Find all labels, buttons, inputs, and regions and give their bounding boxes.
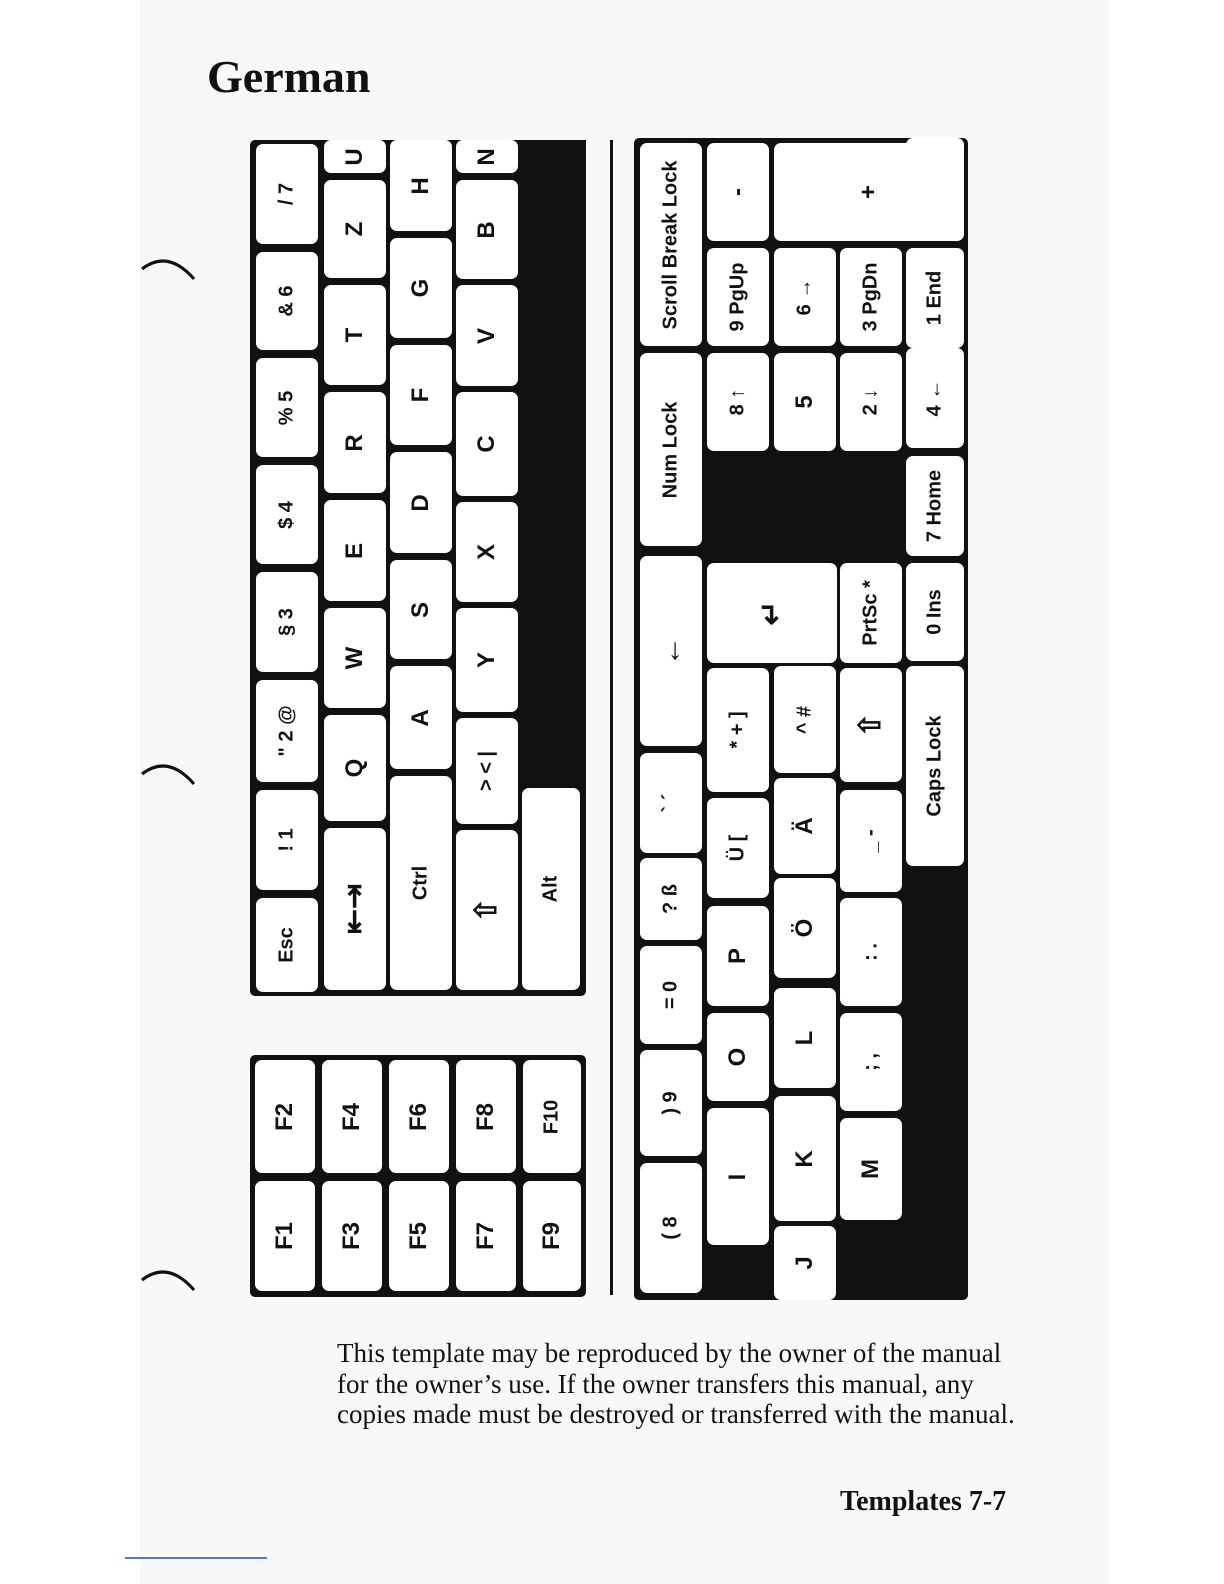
key-label: X: [473, 543, 501, 561]
key-num-6: [774, 248, 836, 346]
key-label: 1 End: [923, 270, 946, 326]
binder-hole-mark: [140, 760, 196, 788]
key-label: 6 →: [793, 278, 816, 316]
key-label: ! 1: [275, 828, 298, 852]
key-label: Ctrl: [409, 865, 432, 901]
key-f2: [255, 1060, 315, 1173]
key-label: ) 9: [659, 1091, 682, 1115]
key-label: Ä: [791, 817, 819, 835]
key-numlock: [640, 353, 702, 546]
key-m: [840, 1118, 902, 1220]
key-label: _ -: [859, 829, 882, 853]
key-label: N: [473, 147, 501, 166]
key-t: [324, 285, 386, 385]
key-label: A: [407, 708, 435, 727]
key-label: Alt: [539, 875, 562, 903]
key-label: Scroll Break Lock: [659, 160, 682, 329]
key-label: E: [341, 542, 369, 559]
key-8: [640, 1163, 702, 1293]
key-caps: [906, 666, 964, 866]
key-x: [456, 502, 518, 602]
key-a: [390, 666, 452, 769]
key-0: [640, 946, 702, 1044]
key-num-plus: [774, 143, 964, 241]
function-key-template: [250, 1055, 586, 1297]
key-r: [324, 392, 386, 493]
key-label: Num Lock: [659, 401, 682, 498]
key-label: R: [341, 433, 369, 452]
key-num-4: [906, 348, 964, 448]
binder-hole-mark: [140, 255, 196, 283]
key-label: S: [407, 601, 435, 618]
key-prtsc: [840, 563, 902, 663]
key-label: H: [407, 176, 435, 195]
key-label: I: [724, 1173, 752, 1180]
key-label: ⇧: [853, 712, 887, 738]
key-ue: [707, 798, 769, 898]
key-label: & 6: [275, 285, 298, 317]
key-label: V: [473, 327, 501, 344]
key-shift-right: [840, 668, 902, 782]
key-f9: [523, 1181, 581, 1291]
key-label: ↵: [754, 600, 788, 626]
key-d: [390, 452, 452, 553]
key-label: B: [473, 220, 501, 239]
key-label: 5: [791, 395, 819, 409]
key-label: : .: [859, 943, 882, 961]
key-num-1: [906, 248, 964, 348]
key-label: F8: [472, 1102, 500, 1131]
key-num-7: [906, 456, 964, 556]
key-period: [840, 898, 902, 1006]
key-label: +: [855, 184, 883, 200]
key-2: [256, 680, 318, 782]
key-label: -: [724, 188, 752, 196]
key-f6: [389, 1060, 449, 1173]
key-f1: [255, 1181, 315, 1291]
key-q: [324, 715, 386, 821]
key-k: [774, 1096, 836, 1221]
key-label: F5: [405, 1221, 433, 1251]
key-hash: [774, 666, 836, 773]
key-alt: [522, 788, 580, 990]
key-f3: [322, 1181, 382, 1291]
key-label: W: [341, 646, 369, 670]
key-f5: [389, 1181, 449, 1291]
key-label: 9 PgUp: [726, 262, 749, 332]
key-label: Q: [341, 758, 369, 778]
key-c: [456, 392, 518, 496]
key-num-5: [774, 353, 836, 451]
key-u: [324, 140, 386, 173]
key-label: ⇤⇥: [337, 883, 371, 935]
key-label: § 3: [275, 608, 298, 636]
key-label: M: [857, 1159, 885, 1179]
key-label: Esc: [275, 927, 298, 963]
key-label: ` ´: [659, 793, 682, 813]
key-tab: [324, 828, 386, 990]
key-label: F9: [538, 1221, 566, 1251]
key-label: L: [791, 1030, 819, 1046]
key-ae: [774, 778, 836, 874]
key-i: [707, 1108, 769, 1245]
key-g: [390, 238, 452, 338]
key-num-3: [840, 248, 902, 346]
key-label: F10: [540, 1099, 563, 1134]
key-backspace: [640, 556, 702, 746]
key-label: Y: [473, 651, 501, 669]
key-s: [390, 560, 452, 659]
key-label: * + ]: [726, 711, 749, 749]
key-label: U: [341, 147, 369, 166]
key-label: F6: [405, 1102, 433, 1131]
key-num-9: [707, 248, 769, 346]
reproduction-notice: This template may be reproduced by the owner of the manual for the owner’s use. If the owner transfers this manual, any copies made must be destroyed or transferred with the manual.: [337, 1338, 1015, 1429]
key-label: 4 ←: [923, 379, 946, 417]
key-label: ( 8: [659, 1216, 682, 1240]
key-w: [324, 608, 386, 708]
key-o: [707, 1013, 769, 1101]
key-e: [324, 500, 386, 601]
key-label: F2: [271, 1102, 299, 1131]
key-label: $ 4: [275, 500, 298, 529]
key-label: " 2 @: [275, 705, 298, 757]
key-label: ⇧: [469, 897, 503, 923]
key-label: P: [724, 947, 752, 965]
key-label: F: [407, 387, 435, 403]
key-angle: [456, 718, 518, 824]
key-label: ^ #: [793, 705, 816, 734]
edge-underline: [125, 1557, 267, 1559]
key-label: ←: [653, 636, 687, 666]
key-minus: [840, 790, 902, 892]
key-label: C: [473, 435, 501, 453]
key-shift-left: [456, 830, 518, 990]
key-label: F1: [271, 1221, 299, 1251]
key-7: [256, 144, 318, 244]
key-ctrl: [390, 776, 452, 990]
key-enter: [707, 563, 837, 663]
key-num-minus: [707, 143, 769, 241]
page-title: German: [207, 51, 371, 102]
key-label: Z: [341, 221, 369, 237]
key-f10: [523, 1060, 581, 1173]
key-y: [456, 608, 518, 712]
key-label: ; ,: [859, 1053, 882, 1071]
key-label: 7 Home: [923, 469, 946, 543]
key-label: O: [724, 1047, 752, 1067]
binder-hole-mark: [140, 1266, 196, 1294]
key-num-2: [840, 353, 902, 451]
key-3: [256, 572, 318, 672]
key-4: [256, 465, 318, 564]
key-plus: [707, 668, 769, 792]
key-n: [456, 140, 518, 173]
key-v: [456, 285, 518, 386]
key-label: Caps Lock: [923, 715, 946, 817]
key-f: [390, 345, 452, 445]
key-accent: [640, 753, 702, 853]
key-label: Ü [: [726, 834, 749, 862]
key-label: K: [791, 1149, 819, 1168]
key-label: Ö: [791, 918, 819, 938]
key-esc: [256, 898, 318, 992]
key-label: F4: [338, 1102, 366, 1131]
key-l: [774, 988, 836, 1088]
right-key-template: [634, 138, 968, 1300]
key-oe: [774, 878, 836, 978]
page-footer: Templates 7-7: [840, 1486, 1007, 1517]
key-label: % 5: [275, 390, 298, 425]
key-label: T: [341, 327, 369, 343]
key-label: / 7: [275, 182, 298, 206]
key-label: D: [407, 493, 435, 512]
key-label: PrtSc *: [859, 580, 882, 646]
key-label: 3 PgDn: [859, 262, 882, 332]
key-num-0: [906, 563, 964, 661]
key-label: 2 ↓: [859, 388, 882, 416]
key-label: F7: [472, 1221, 500, 1251]
key-label: 8 ↑: [726, 388, 749, 416]
key-h: [390, 140, 452, 231]
key-6: [256, 252, 318, 350]
key-1: [256, 790, 318, 890]
key-f4: [322, 1060, 382, 1173]
key-p: [707, 906, 769, 1006]
key-label: J: [791, 1256, 819, 1270]
key-j: [774, 1226, 836, 1300]
key-label: G: [407, 278, 435, 298]
key-label: 0 Ins: [923, 589, 946, 635]
key-scroll: [640, 143, 702, 346]
cut-line: [610, 140, 613, 1295]
key-label: = 0: [659, 980, 682, 1010]
key-9: [640, 1050, 702, 1156]
key-sz: [640, 858, 702, 940]
key-f7: [456, 1181, 516, 1291]
key-f8: [456, 1060, 516, 1173]
key-comma: [840, 1013, 902, 1111]
main-key-template: [250, 140, 586, 996]
key-num-8: [707, 353, 769, 451]
key-b: [456, 180, 518, 279]
key-label: F3: [338, 1221, 366, 1251]
key-z: [324, 180, 386, 278]
key-label: ? ß: [659, 884, 682, 914]
key-label: > < |: [475, 750, 498, 792]
key-5: [256, 358, 318, 457]
